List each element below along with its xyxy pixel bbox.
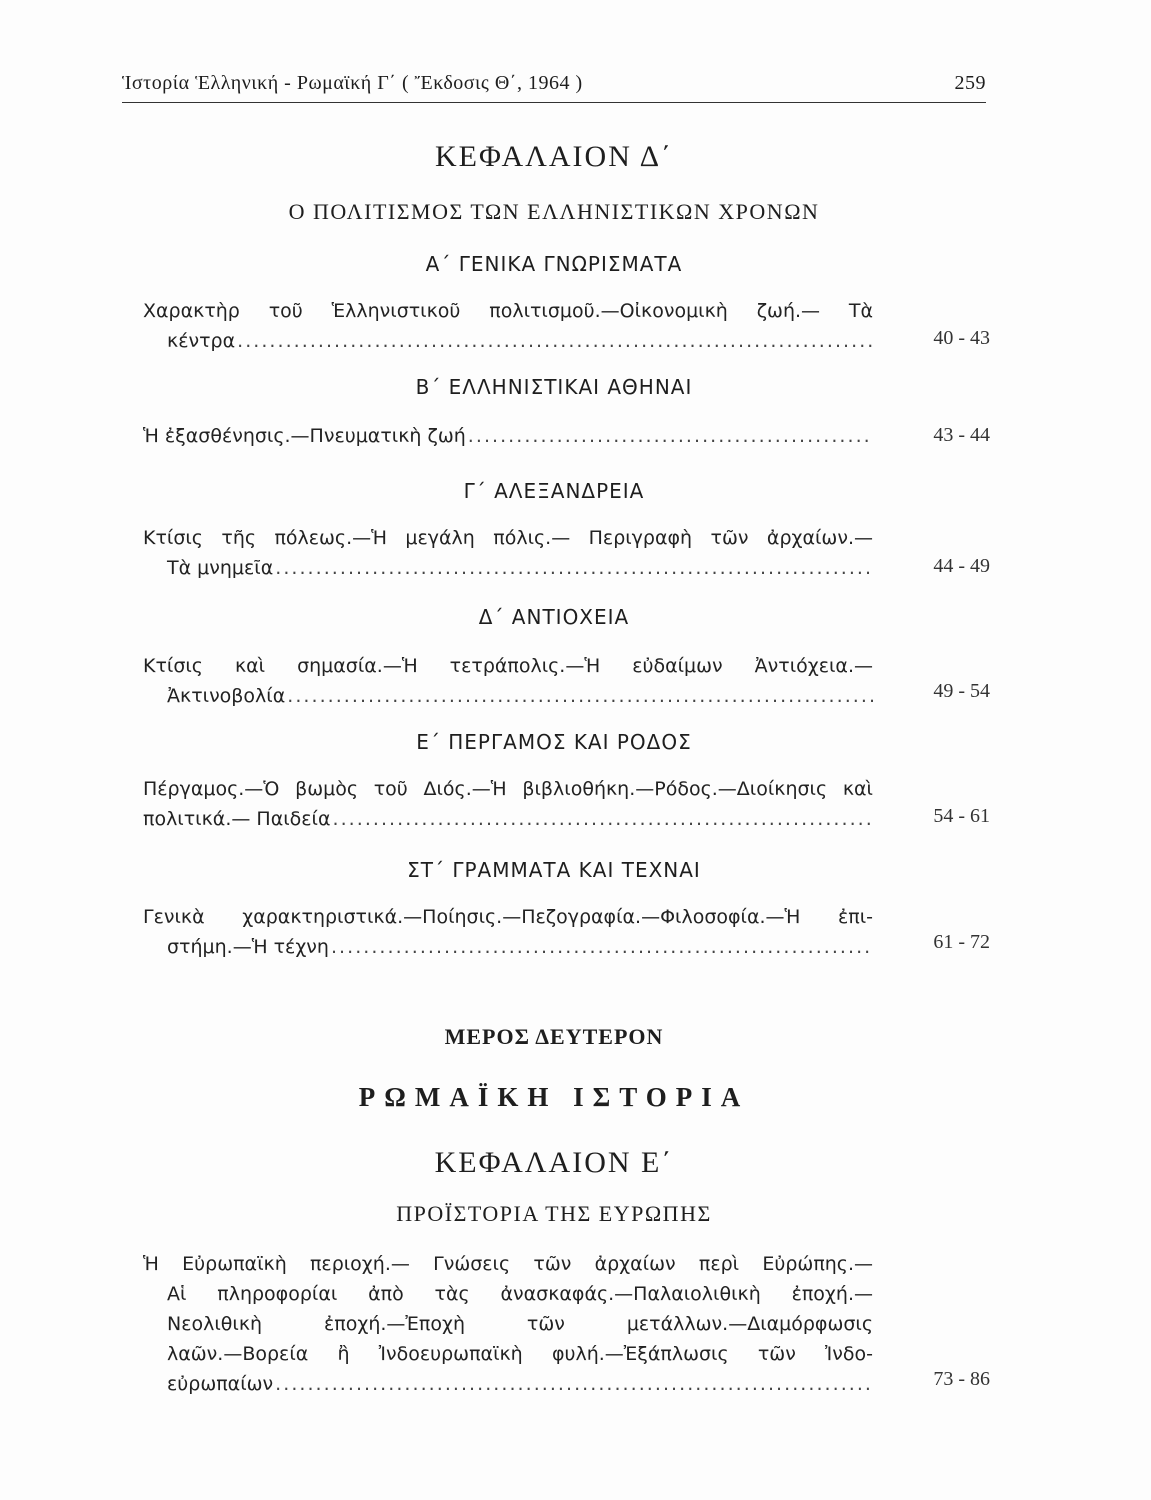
entry-last-line [143,932,873,962]
running-head-title: Ἱστορία Ἑλληνική - Ρωμαϊκή Γ΄ ( Ἔκδοσις Θ΄, 1964 ) [122,72,583,94]
running-head [122,72,986,103]
entry-line: λαῶν.—Βορεία ἢ Ἰνδοευρωπαϊκὴ φυλή.—Ἐξάπλωσις τῶν Ἰνδο- [167,1343,873,1365]
page-range: 49 - 54 [933,680,990,702]
entry-last-text: Τὰ μνημεῖα [167,557,274,579]
section-heading: Β΄ ΕΛΛΗΝΙΣΤΙΚΑΙ ΑΘΗΝΑΙ [415,375,693,399]
chapter-e-title: ΚΕΦΑΛΑΙΟΝ Ε΄ [434,1146,674,1179]
toc-entry [143,296,873,356]
section-heading: Ε΄ ΠΕΡΓΑΜΟΣ ΚΑΙ ΡΟΔΟΣ [416,730,692,754]
entry-last-text: εὐρωπαίων [167,1373,274,1395]
part-title: ΡΩΜΑΪΚΗ ΙΣΤΟΡΙΑ [358,1082,750,1112]
chapter-e-subtitle: ΠΡΟΪΣΤΟΡΙΑ ΤΗΣ ΕΥΡΩΠΗΣ [396,1201,712,1226]
entry-last-line [143,804,873,834]
entry-line: Πέργαμος.—Ὁ βωμὸς τοῦ Διός.—Ἡ βιβλιοθήκη.—Ρόδος.—Διοίκησις καὶ [143,778,873,800]
entry-last-line [143,421,873,451]
toc-entry [143,774,873,834]
dot-leaders [287,681,873,711]
section-heading: Δ΄ ΑΝΤΙΟΧΕΙΑ [478,605,630,629]
entry-last-text: Ἀκτινοβολία [167,685,286,707]
dot-leaders [275,553,873,583]
toc-entry [143,1249,873,1399]
chapter-d-subtitle: Ο ΠΟΛΙΤΙΣΜΟΣ ΤΩΝ ΕΛΛΗΝΙΣΤΙΚΩΝ ΧΡΟΝΩΝ [288,199,820,224]
entry-last-line [143,1369,873,1399]
entry-line: Νεολιθικὴ ἐποχή.—Ἐποχὴ τῶν μετάλλων.—Διαμόρφωσις [167,1313,873,1335]
page-range: 61 - 72 [933,931,990,953]
entry-line: Γενικὰ χαρακτηριστικά.—Ποίησις.—Πεζογραφία.—Φιλοσοφία.—Ἡ ἐπι- [143,906,873,928]
entry-line: Αἱ πληροφορίαι ἀπὸ τὰς ἀνασκαφάς.—Παλαιολιθικὴ ἐποχή.— [167,1283,873,1305]
page-number: 259 [954,72,986,94]
toc-entry [143,651,873,711]
toc-entry [143,902,873,962]
toc-entry [143,523,873,583]
entry-last-text: πολιτικά.— Παιδεία [143,808,331,830]
chapter-d-title: ΚΕΦΑΛΑΙΟΝ Δ΄ [434,140,673,173]
entry-line: Χαρακτὴρ τοῦ Ἑλληνιστικοῦ πολιτισμοῦ.—Οἰκονομικὴ ζωή.— Τὰ [143,300,873,322]
toc-entry [143,421,873,451]
dot-leaders [275,1369,873,1399]
dot-leaders [237,326,873,356]
page-range: 73 - 86 [933,1368,990,1390]
dot-leaders [333,804,874,834]
entry-last-line [143,681,873,711]
entry-last-text: κέντρα [167,330,236,352]
entry-last-text: Ἡ ἐξασθένησις.—Πνευματικὴ ζωή [143,425,466,447]
page-range: 54 - 61 [933,805,990,827]
section-heading: Γ΄ ΑΛΕΞΑΝΔΡΕΙΑ [463,479,645,503]
dot-leaders [468,421,873,451]
entry-last-line [143,553,873,583]
section-heading: ΣΤ΄ ΓΡΑΜΜΑΤΑ ΚΑΙ ΤΕΧΝΑΙ [407,858,701,882]
entry-last-text: στήμη.—Ἡ τέχνη [167,936,329,958]
part-label: ΜΕΡΟΣ ΔΕΥΤΕΡΟΝ [444,1024,664,1049]
entry-line: Ἡ Εὐρωπαϊκὴ περιοχή.— Γνώσεις τῶν ἀρχαίων περὶ Εὐρώπης.— [143,1253,873,1275]
entry-line: Κτίσις τῆς πόλεως.—Ἡ μεγάλη πόλις.— Περιγραφὴ τῶν ἀρχαίων.— [143,527,873,549]
page-range: 40 - 43 [933,327,990,349]
dot-leaders [331,932,873,962]
entry-last-line [143,326,873,356]
page-range: 44 - 49 [933,555,990,577]
page-range: 43 - 44 [933,424,990,446]
entry-line: Κτίσις καὶ σημασία.—Ἡ τετράπολις.—Ἡ εὐδαίμων Ἀντιόχεια.— [143,655,873,677]
section-heading: Α΄ ΓΕΝΙΚΑ ΓΝΩΡΙΣΜΑΤΑ [425,252,683,276]
